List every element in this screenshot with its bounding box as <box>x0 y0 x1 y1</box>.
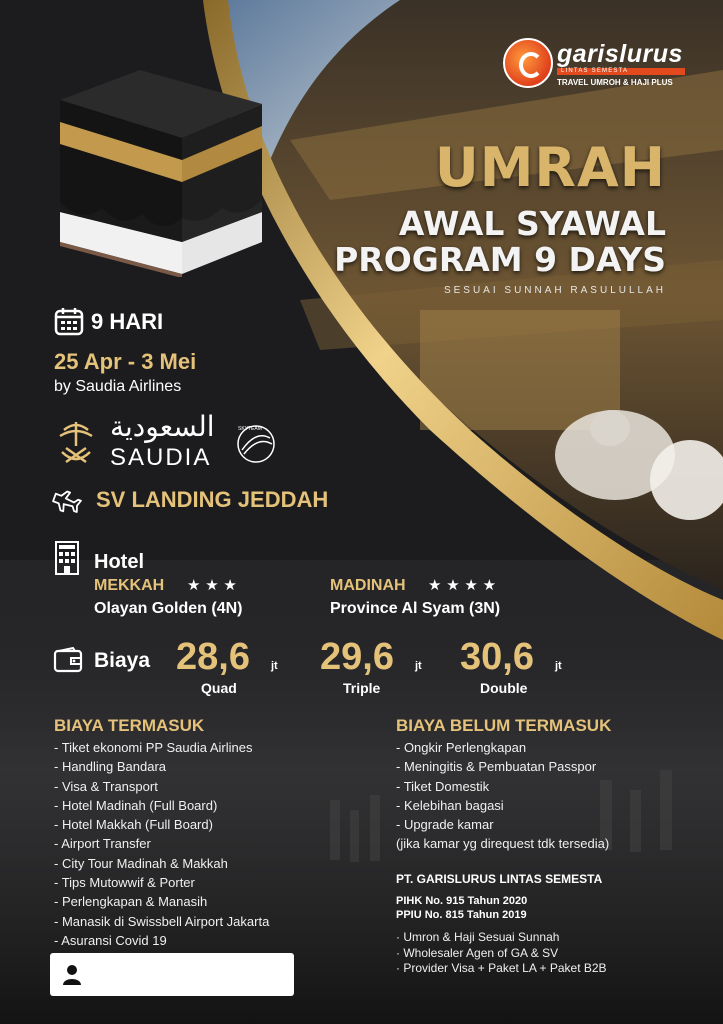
headline-line3: PROGRAM 9 DAYS <box>334 240 666 279</box>
list-item: (jika kamar yg direquest tdk tersedia) <box>396 836 610 852</box>
list-item: - Visa & Transport <box>54 778 158 794</box>
included-title: BIAYA TERMASUK <box>54 716 205 735</box>
brand-tagline: TRAVEL UMROH & HAJI PLUS <box>557 78 673 87</box>
madinah-stars: ★ ★ ★ ★ <box>428 576 497 594</box>
contact-field[interactable] <box>50 953 294 996</box>
trip-dates: 25 Apr - 3 Mei <box>54 349 197 374</box>
brand-logo <box>503 38 693 88</box>
saudia-arabic: السعودية <box>110 410 215 443</box>
trip-days: 9 HARI <box>91 309 164 334</box>
included-list <box>54 738 269 950</box>
list-item: · Provider Visa + Paket LA + Paket B2B <box>396 961 607 975</box>
list-item: - Tips Mutowwif & Porter <box>54 875 195 891</box>
price-triple-value: 29,6 <box>320 636 394 678</box>
excluded-title: BIAYA BELUM TERMASUK <box>396 716 612 735</box>
airplane-icon <box>50 484 84 518</box>
price-double-type: Double <box>480 680 528 696</box>
user-icon <box>62 964 82 986</box>
kaaba-illustration <box>52 52 267 277</box>
list-item: - Asuransi Covid 19 <box>54 932 167 948</box>
mekkah-stars: ★ ★ ★ <box>187 576 237 594</box>
price-double-value: 30,6 <box>460 636 534 678</box>
price-quad-unit: jt <box>271 660 278 672</box>
excluded-list <box>396 738 609 854</box>
list-item: - Airport Transfer <box>54 836 151 852</box>
list-item: - Upgrade kamar <box>396 817 494 833</box>
company-name: PT. GARISLURUS LINTAS SEMESTA <box>396 872 603 886</box>
calendar-icon <box>54 306 84 336</box>
price-label: Biaya <box>94 649 151 672</box>
brand-sub: LINTAS SEMESTA <box>561 68 629 74</box>
price-triple-unit: jt <box>415 660 422 672</box>
mekkah-city: MEKKAH <box>94 577 165 594</box>
list-item: - Hotel Madinah (Full Board) <box>54 797 218 813</box>
skyteam-label: SKYTEAM <box>238 426 262 432</box>
headline-line1: UMRAH <box>434 136 666 199</box>
mekkah-hotel-name: Olayan Golden (4N) <box>94 600 243 617</box>
list-item: · Wholesaler Agen of GA & SV <box>396 945 559 960</box>
list-item: · Umron & Haji Sesuai Sunnah <box>396 930 560 944</box>
wallet-icon <box>53 647 83 673</box>
list-item: - Meningitis & Pembuatan Passpor <box>396 759 597 775</box>
trip-airline: by Saudia Airlines <box>54 378 182 395</box>
price-quad-type: Quad <box>201 680 237 696</box>
skyteam-icon <box>232 420 280 468</box>
saudia-emblem-icon <box>52 418 100 470</box>
hotel-label: Hotel <box>94 551 144 573</box>
list-item: - Hotel Makkah (Full Board) <box>54 817 213 833</box>
brand-name: garislurus <box>557 40 683 68</box>
list-item: - Ongkir Perlengkapan <box>396 740 527 755</box>
company-ppiu: PPIU No. 815 Tahun 2019 <box>396 909 527 921</box>
list-item: - Kelebihan bagasi <box>396 797 504 813</box>
list-item: - Handling Bandara <box>54 759 167 775</box>
headline-tagline: SESUAI SUNNAH RASULULLAH <box>443 285 666 296</box>
price-triple-type: Triple <box>343 680 381 696</box>
madinah-city: MADINAH <box>330 577 406 594</box>
list-item: - Tiket Domestik <box>396 778 490 794</box>
headline-line2: AWAL SYAWAL <box>398 204 666 243</box>
company-points <box>396 930 607 977</box>
price-quad-value: 28,6 <box>176 636 250 678</box>
list-item: - Manasik di Swissbell Airport Jakarta <box>54 913 270 929</box>
logo-mark-icon <box>503 38 553 88</box>
madinah-hotel-name: Province Al Syam (3N) <box>330 600 501 617</box>
company-pihk: PIHK No. 915 Tahun 2020 <box>396 895 528 907</box>
list-item: - Perlengkapan & Manasih <box>54 894 208 910</box>
landing-info: SV LANDING JEDDAH <box>96 487 329 512</box>
list-item: - City Tour Madinah & Makkah <box>54 855 228 871</box>
hotel-building-icon <box>54 540 80 576</box>
price-double-unit: jt <box>555 660 562 672</box>
list-item: - Tiket ekonomi PP Saudia Airlines <box>54 740 253 755</box>
saudia-wordmark: SAUDIA <box>110 444 212 471</box>
